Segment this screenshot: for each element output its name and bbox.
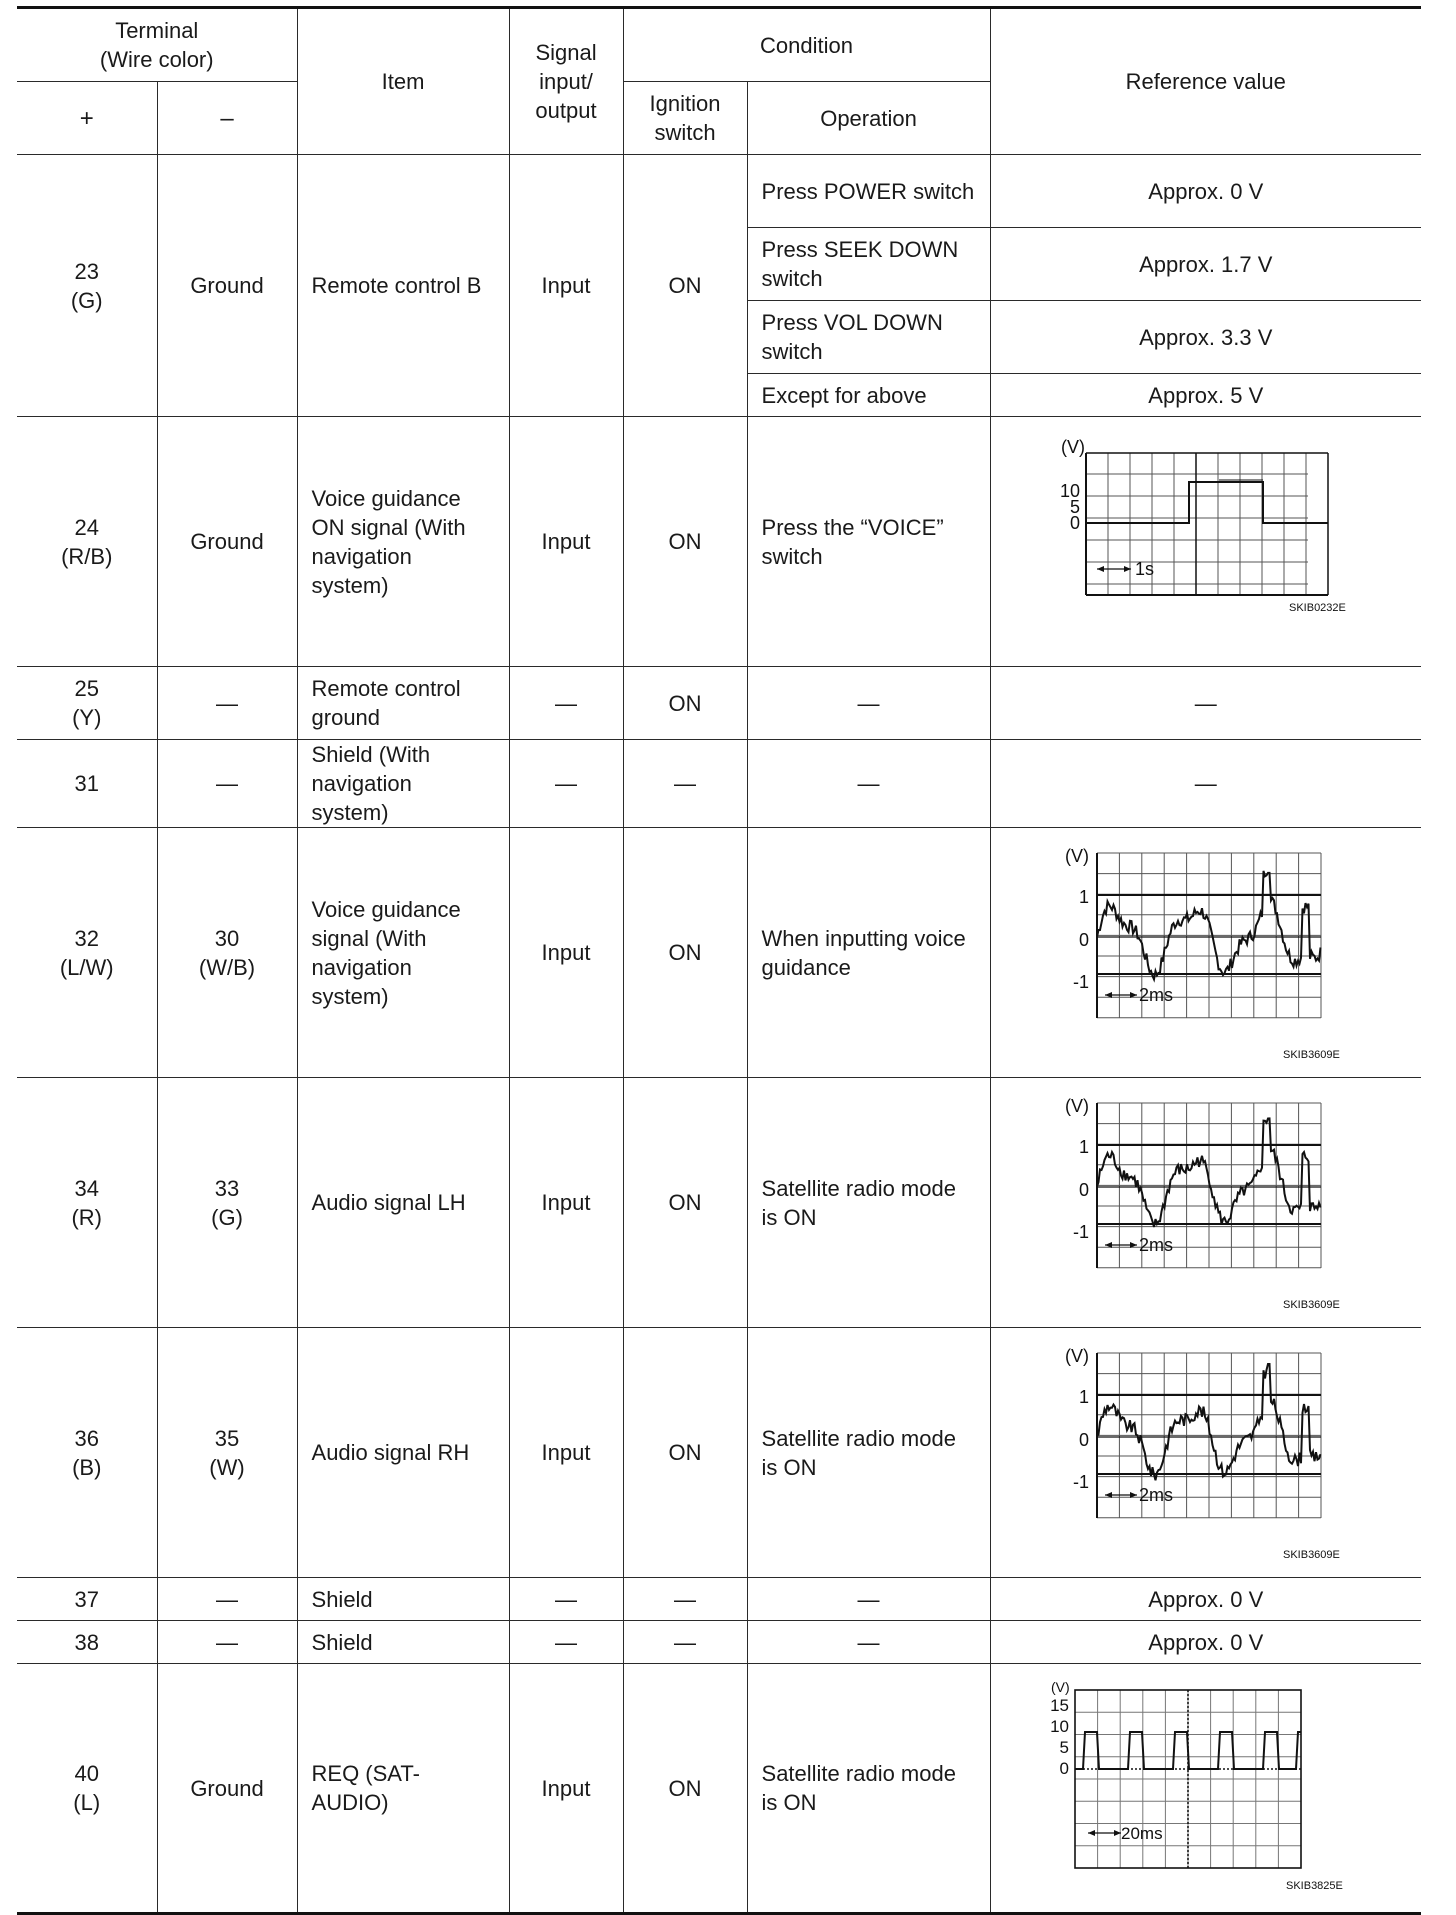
reference-cell: Approx. 3.3 V (990, 301, 1421, 374)
minus-terminal: 35 (W) (157, 1328, 297, 1578)
item-cell: Shield (297, 1621, 509, 1664)
audio-rh-waveform (991, 1328, 1422, 1577)
signal-cell: — (509, 1621, 623, 1664)
operation-cell: — (747, 740, 990, 828)
ignition-cell: — (623, 740, 747, 828)
operation-cell: Satellite radio mode is ON (747, 1328, 990, 1578)
y-tick-label: 1 (1078, 1387, 1089, 1407)
y-tick-label: 10 (1049, 1717, 1069, 1736)
req-square-waveform (991, 1664, 1422, 1912)
time-scale-label: 2ms (1138, 1235, 1173, 1255)
item-cell: REQ (SAT-AUDIO) (297, 1664, 509, 1914)
y-tick-label: 15 (1049, 1696, 1069, 1715)
ignition-header: Ignition switch (623, 82, 747, 155)
figure-code: SKIB3825E (1285, 1880, 1343, 1892)
y-tick-label: -1 (1072, 1472, 1089, 1492)
table-row (17, 1328, 1421, 1578)
plus-terminal: 40 (L) (17, 1664, 157, 1914)
y-tick-label: 1 (1078, 1137, 1089, 1157)
operation-cell: Press the “VOICE” switch (747, 417, 990, 667)
table-row (17, 740, 1421, 828)
y-tick-label: 5 (1059, 1738, 1069, 1757)
table-row (17, 828, 1421, 1078)
table-row (17, 1621, 1421, 1664)
minus-terminal: 33 (G) (157, 1078, 297, 1328)
time-scale-label: 20ms (1120, 1824, 1163, 1843)
y-tick-label: 5 (1069, 497, 1080, 517)
axis-unit-label: (V) (1064, 1096, 1089, 1116)
figure-code: SKIB3609E (1282, 1549, 1340, 1561)
y-tick-label: 0 (1078, 930, 1089, 950)
time-scale-label: 1s (1134, 559, 1154, 579)
plus-terminal: 37 (17, 1578, 157, 1621)
reference-cell: — (990, 667, 1421, 740)
y-tick-label: 0 (1069, 513, 1080, 533)
reference-cell: — (990, 740, 1421, 828)
minus-terminal: — (157, 1621, 297, 1664)
signal-cell: — (509, 667, 623, 740)
signal-cell: Input (509, 155, 623, 417)
ignition-cell: ON (623, 1078, 747, 1328)
item-cell: Voice guidance ON signal (With navigation system) (297, 417, 509, 667)
table-row (17, 667, 1421, 740)
table-row (17, 417, 1421, 667)
axis-unit-label: (V) (1050, 1679, 1070, 1695)
signal-cell: Input (509, 1078, 623, 1328)
y-tick-label: 0 (1078, 1430, 1089, 1450)
item-cell: Shield (With navigation system) (297, 740, 509, 828)
ignition-cell: ON (623, 417, 747, 667)
y-tick-label: 0 (1059, 1759, 1069, 1778)
y-tick-label: 10 (1059, 481, 1080, 501)
reference-cell: Approx. 1.7 V (990, 228, 1421, 301)
reference-waveform-cell (990, 828, 1421, 1078)
item-cell: Shield (297, 1578, 509, 1621)
reference-waveform-cell (990, 1664, 1421, 1914)
ignition-cell: ON (623, 1664, 747, 1914)
ignition-cell: ON (623, 828, 747, 1078)
item-cell: Remote control B (297, 155, 509, 417)
operation-cell: When inputting voice guidance (747, 828, 990, 1078)
table-row (17, 155, 1421, 228)
minus-terminal: — (157, 1578, 297, 1621)
operation-cell: — (747, 1621, 990, 1664)
signal-cell: — (509, 740, 623, 828)
axis-unit-label: (V) (1064, 1346, 1089, 1366)
plus-terminal: 32 (L/W) (17, 828, 157, 1078)
minus-header: – (157, 82, 297, 155)
operation-cell: Press VOL DOWN switch (747, 301, 990, 374)
signal-cell: Input (509, 417, 623, 667)
plus-terminal: 38 (17, 1621, 157, 1664)
signal-cell: Input (509, 1664, 623, 1914)
reference-cell: Approx. 5 V (990, 374, 1421, 417)
figure-code: SKIB3609E (1282, 1299, 1340, 1311)
ignition-cell: — (623, 1621, 747, 1664)
signal-cell: Input (509, 828, 623, 1078)
terminal-reference-table (17, 6, 1421, 1915)
reference-cell: Approx. 0 V (990, 1578, 1421, 1621)
plus-terminal: 36 (B) (17, 1328, 157, 1578)
audio-lh-waveform (991, 1078, 1422, 1327)
operation-cell: — (747, 1578, 990, 1621)
minus-terminal: — (157, 667, 297, 740)
table-row (17, 1078, 1421, 1328)
minus-terminal: Ground (157, 417, 297, 667)
ignition-cell: ON (623, 1328, 747, 1578)
figure-code: SKIB3609E (1282, 1049, 1340, 1061)
y-tick-label: 1 (1078, 887, 1089, 907)
item-cell: Voice guidance signal (With navigation system) (297, 828, 509, 1078)
signal-header: Signal input/ output (509, 8, 623, 155)
plus-terminal: 34 (R) (17, 1078, 157, 1328)
plus-terminal: 24 (R/B) (17, 417, 157, 667)
voice-on-pulse-waveform (991, 417, 1422, 666)
y-tick-label: 0 (1078, 1180, 1089, 1200)
reference-cell: Approx. 0 V (990, 1621, 1421, 1664)
signal-cell: Input (509, 1328, 623, 1578)
plus-terminal: 23 (G) (17, 155, 157, 417)
operation-header: Operation (747, 82, 990, 155)
operation-cell: Satellite radio mode is ON (747, 1078, 990, 1328)
plus-terminal: 25 (Y) (17, 667, 157, 740)
plus-terminal: 31 (17, 740, 157, 828)
terminal-header: Terminal (Wire color) (17, 8, 297, 82)
minus-terminal: — (157, 740, 297, 828)
voice-guidance-audio-waveform (991, 828, 1422, 1077)
item-cell: Remote control ground (297, 667, 509, 740)
table-row (17, 1664, 1421, 1914)
operation-cell: Satellite radio mode is ON (747, 1664, 990, 1914)
minus-terminal: Ground (157, 155, 297, 417)
time-scale-label: 2ms (1138, 1485, 1173, 1505)
table-row (17, 1578, 1421, 1621)
signal-cell: — (509, 1578, 623, 1621)
plus-header: + (17, 82, 157, 155)
reference-waveform-cell (990, 1078, 1421, 1328)
item-cell: Audio signal RH (297, 1328, 509, 1578)
item-cell: Audio signal LH (297, 1078, 509, 1328)
axis-unit-label: (V) (1064, 846, 1089, 866)
time-scale-label: 2ms (1138, 985, 1173, 1005)
reference-cell: Approx. 0 V (990, 155, 1421, 228)
reference-header: Reference value (990, 8, 1421, 155)
item-header: Item (297, 8, 509, 155)
y-tick-label: -1 (1072, 972, 1089, 992)
axis-unit-label: (V) (1060, 437, 1085, 457)
reference-waveform-cell (990, 1328, 1421, 1578)
operation-cell: Press SEEK DOWN switch (747, 228, 990, 301)
minus-terminal: 30 (W/B) (157, 828, 297, 1078)
ignition-cell: ON (623, 667, 747, 740)
condition-header: Condition (623, 8, 990, 82)
operation-cell: Press POWER switch (747, 155, 990, 228)
reference-waveform-cell (990, 417, 1421, 667)
operation-cell: — (747, 667, 990, 740)
ignition-cell: — (623, 1578, 747, 1621)
y-tick-label: -1 (1072, 1222, 1089, 1242)
minus-terminal: Ground (157, 1664, 297, 1914)
figure-code: SKIB0232E (1288, 602, 1346, 614)
ignition-cell: ON (623, 155, 747, 417)
operation-cell: Except for above (747, 374, 990, 417)
